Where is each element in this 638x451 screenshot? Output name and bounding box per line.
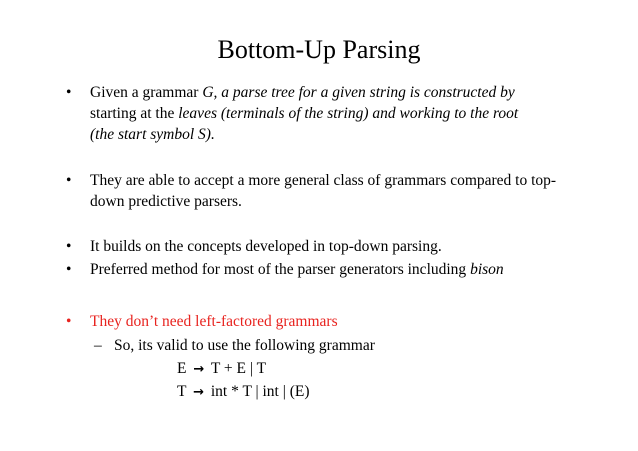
grammar-rule-e [177,358,266,380]
bullet-text: They don’t need left-factored grammars [90,313,338,330]
grammar-rhs: T + E | T [210,360,267,377]
bullet-text [90,259,590,280]
sub-item-dash: – [94,337,102,354]
bullet-text [90,82,590,145]
grammar-rule-t [177,381,310,403]
bullet-text-italic: G, a parse tree for a given string is constructed by [202,84,515,101]
sub-item [94,335,375,356]
grammar-lhs: T [177,383,187,400]
bullet-text-part: Given a grammar [90,84,203,101]
bullet-dot: • [66,261,72,278]
arrow-right-icon: → [193,385,204,400]
grammar-rhs: int * T | int | (E) [210,383,310,400]
bullet-text-italic: bison [470,261,504,278]
bullet-text-part: starting at the [90,105,179,122]
bullet-dot: • [66,84,72,101]
bullet-text: They are able to accept a more general class of grammars compared to top-down predictive parsers. [90,172,557,210]
bullet-dot: • [66,172,72,189]
bullet-text-part: Preferred method for most of the parser generators including [90,261,471,278]
bullet-text-italic: leaves (terminals of the string) and working to the root [178,105,519,122]
bullet-dot: • [66,238,72,255]
slide-title: Bottom-Up Parsing [217,35,421,64]
bullet-text-italic: (the start symbol S). [90,126,215,143]
grammar-lhs: E [177,360,187,377]
sub-item-text: So, its valid to use the following grammar [114,337,375,354]
bullet-text: It builds on the concepts developed in top-down parsing. [90,238,442,255]
arrow-right-icon: → [193,362,205,377]
bullet-dot: • [66,313,72,330]
